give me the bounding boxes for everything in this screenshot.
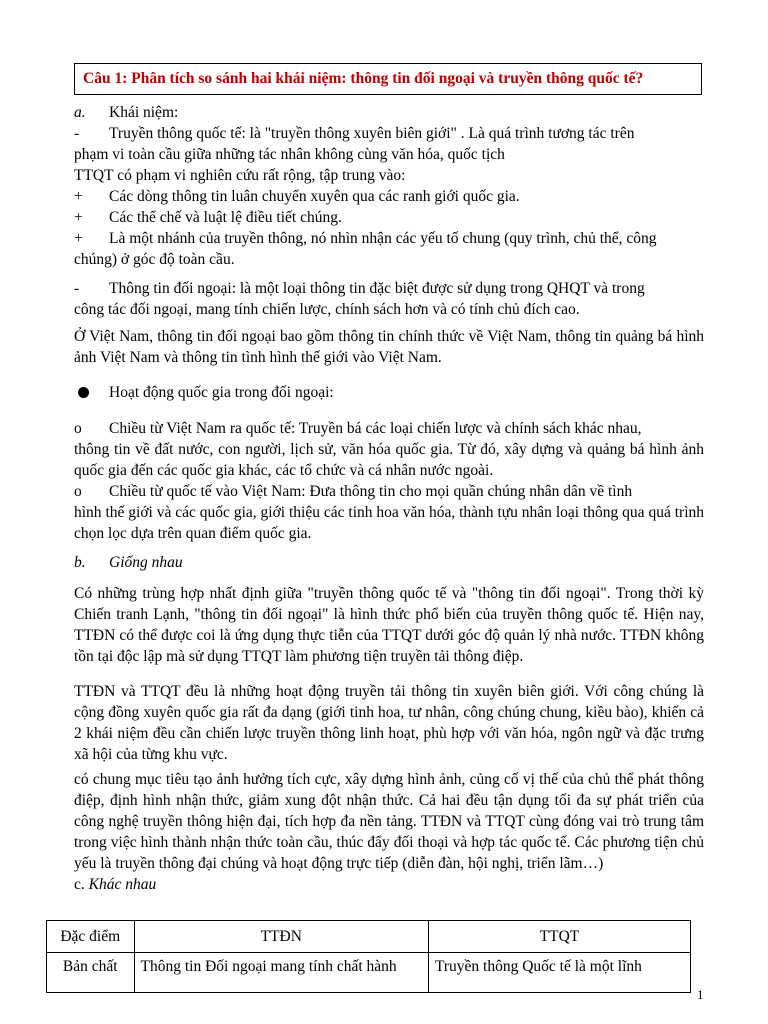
table-cell: Thông tin Đối ngoại mang tính chất hành (134, 953, 428, 993)
section-b-heading (74, 552, 704, 573)
dash-marker: - (74, 125, 80, 142)
direction-lead: Chiều từ quốc tế vào Việt Nam: Đưa thông tin cho mọi quần chúng nhân dân về tình (109, 483, 633, 500)
section-b-marker: b. (74, 554, 86, 571)
focus-item-text: Các dòng thông tin luân chuyển xuyên qua các ranh giới quốc gia. (109, 188, 520, 205)
table-header-cell: TTQT (428, 921, 690, 953)
section-a-marker: a. (74, 104, 86, 121)
similarity-paragraph: có chung mục tiêu tạo ảnh hưởng tích cực, xây dựng hình ảnh, củng cố vị thế của chủ thể phát thông điệp, định hình nhận thức, giảm xung đột nhận thức. Cả hai đều tận dụng tối đa sự phát triển của công nghệ truyền thông hiện đại, tích hợp đa nền tảng. TTĐN và TTQT cùng đóng vai trò trung tâm trong việc hình thành nhận thức toàn cầu, thúc đẩy đối thoại và hợp tác quốc tế. Các phương tiện chủ yếu là truyền thông đại chúng và hoạt động trực tiếp (diễn đàn, hội nghị, triển lãm…) (74, 771, 704, 872)
comparison-table (46, 920, 691, 993)
ttqt-definition-cont: phạm vi toàn cầu giữa những tác nhân không cùng văn hóa, quốc tịch (74, 146, 505, 163)
table-header-cell: TTĐN (134, 921, 428, 953)
bullet-dot-icon (74, 382, 109, 404)
similarity-paragraph: Có những trùng hợp nhất định giữa "truyền thông quốc tế và "thông tin đối ngoại". Trong thời kỳ Chiến tranh Lạnh, "thông tin đối ngoại" là hình thức phổ biến của truyền thông quốc tế. Hiện nay, TTĐN có thể được coi là ứng dụng thực tiễn của TTQT dưới góc độ quản lý nhà nước. TTĐN không tồn tại độc lập mà sử dụng TTQT làm phương tiện truyền tải thông điệp. (74, 585, 704, 665)
section-a-heading (74, 102, 704, 123)
table-row (47, 953, 691, 993)
ttdn-definition (74, 278, 704, 299)
section-c-label: Khác nhau (88, 876, 157, 893)
ttdn-definition-lead: Thông tin đối ngoại: là một loại thông tin đặc biệt được sử dụng trong QHQT và trong (109, 280, 645, 297)
page-number: 1 (697, 987, 704, 1002)
plus-marker: + (74, 209, 83, 226)
ttqt-definition (74, 123, 704, 144)
section-c-marker: c. (74, 876, 85, 893)
direction-item (74, 418, 704, 439)
section-a-label: Khái niệm: (109, 104, 179, 121)
focus-item-lead: Là một nhánh của truyền thông, nó nhìn nhận các yếu tố chung (quy trình, chủ thể, công (109, 230, 657, 247)
ttqt-definition-lead: Truyền thông quốc tế: là "truyền thông xuyên biên giới" . Là quá trình tương tác trên (109, 125, 635, 142)
plus-marker: + (74, 230, 83, 247)
table-header-cell: Đặc điểm (47, 921, 135, 953)
direction-lead: Chiều từ Việt Nam ra quốc tế: Truyền bá các loại chiến lược và chính sách khác nhau, (109, 420, 642, 437)
document-body (74, 102, 704, 895)
table-cell: Truyền thông Quốc tế là một lĩnh (428, 953, 690, 993)
direction-item (74, 481, 704, 502)
activity-heading (74, 382, 704, 404)
focus-item-cont: chúng) ở góc độ toàn cầu. (74, 251, 235, 268)
circle-marker: o (74, 483, 82, 500)
ttqt-scope: TTQT có phạm vi nghiên cứu rất rộng, tập trung vào: (74, 167, 406, 184)
direction-cont: hình thế giới và các quốc gia, giới thiệu các tinh hoa văn hóa, thành tựu nhân loại thông qua quá trình chọn lọc dựa trên quan điểm quốc gia. (74, 504, 704, 542)
ttdn-definition-cont: công tác đối ngoại, mang tính chiến lược, chính sách hơn và có tính chủ đích cao. (74, 301, 580, 318)
vietnam-paragraph: Ở Việt Nam, thông tin đối ngoại bao gồm thông tin chính thức về Việt Nam, thông tin quảng bá hình ảnh Việt Nam và thông tin tình hình thế giới vào Việt Nam. (74, 328, 704, 366)
direction-cont: thông tin về đất nước, con người, lịch sử, văn hóa quốc gia. Từ đó, xây dựng và quảng bá hình ảnh quốc gia đến các quốc gia khác, các tổ chức và cá nhân nước ngoài. (74, 441, 704, 479)
table-header-row (47, 921, 691, 953)
section-b-label: Giống nhau (109, 554, 183, 571)
question-title: Câu 1: Phân tích so sánh hai khái niệm: thông tin đối ngoại và truyền thông quốc tế? (74, 63, 702, 95)
focus-item (74, 207, 704, 228)
table-cell: Bản chất (47, 953, 135, 993)
circle-marker: o (74, 420, 82, 437)
focus-item-text: Các thể chế và luật lệ điều tiết chúng. (109, 209, 342, 226)
section-c-heading (74, 874, 704, 895)
activity-heading-text: Hoạt động quốc gia trong đối ngoại: (109, 384, 334, 401)
dash-marker: - (74, 280, 80, 297)
plus-marker: + (74, 188, 83, 205)
similarity-paragraph: TTĐN và TTQT đều là những hoạt động truyền tải thông tin xuyên biên giới. Với công chúng là cộng đồng xuyên quốc gia rất đa dạng (giới tinh hoa, tư nhân, công chúng chung, kiều bào), khiến cả 2 khái niệm đều cần chiến lược truyền thông linh hoạt, phù hợp với văn hóa, ngôn ngữ và đặc trưng xã hội của từng khu vực. (74, 683, 704, 763)
focus-item (74, 186, 704, 207)
focus-item (74, 228, 704, 249)
